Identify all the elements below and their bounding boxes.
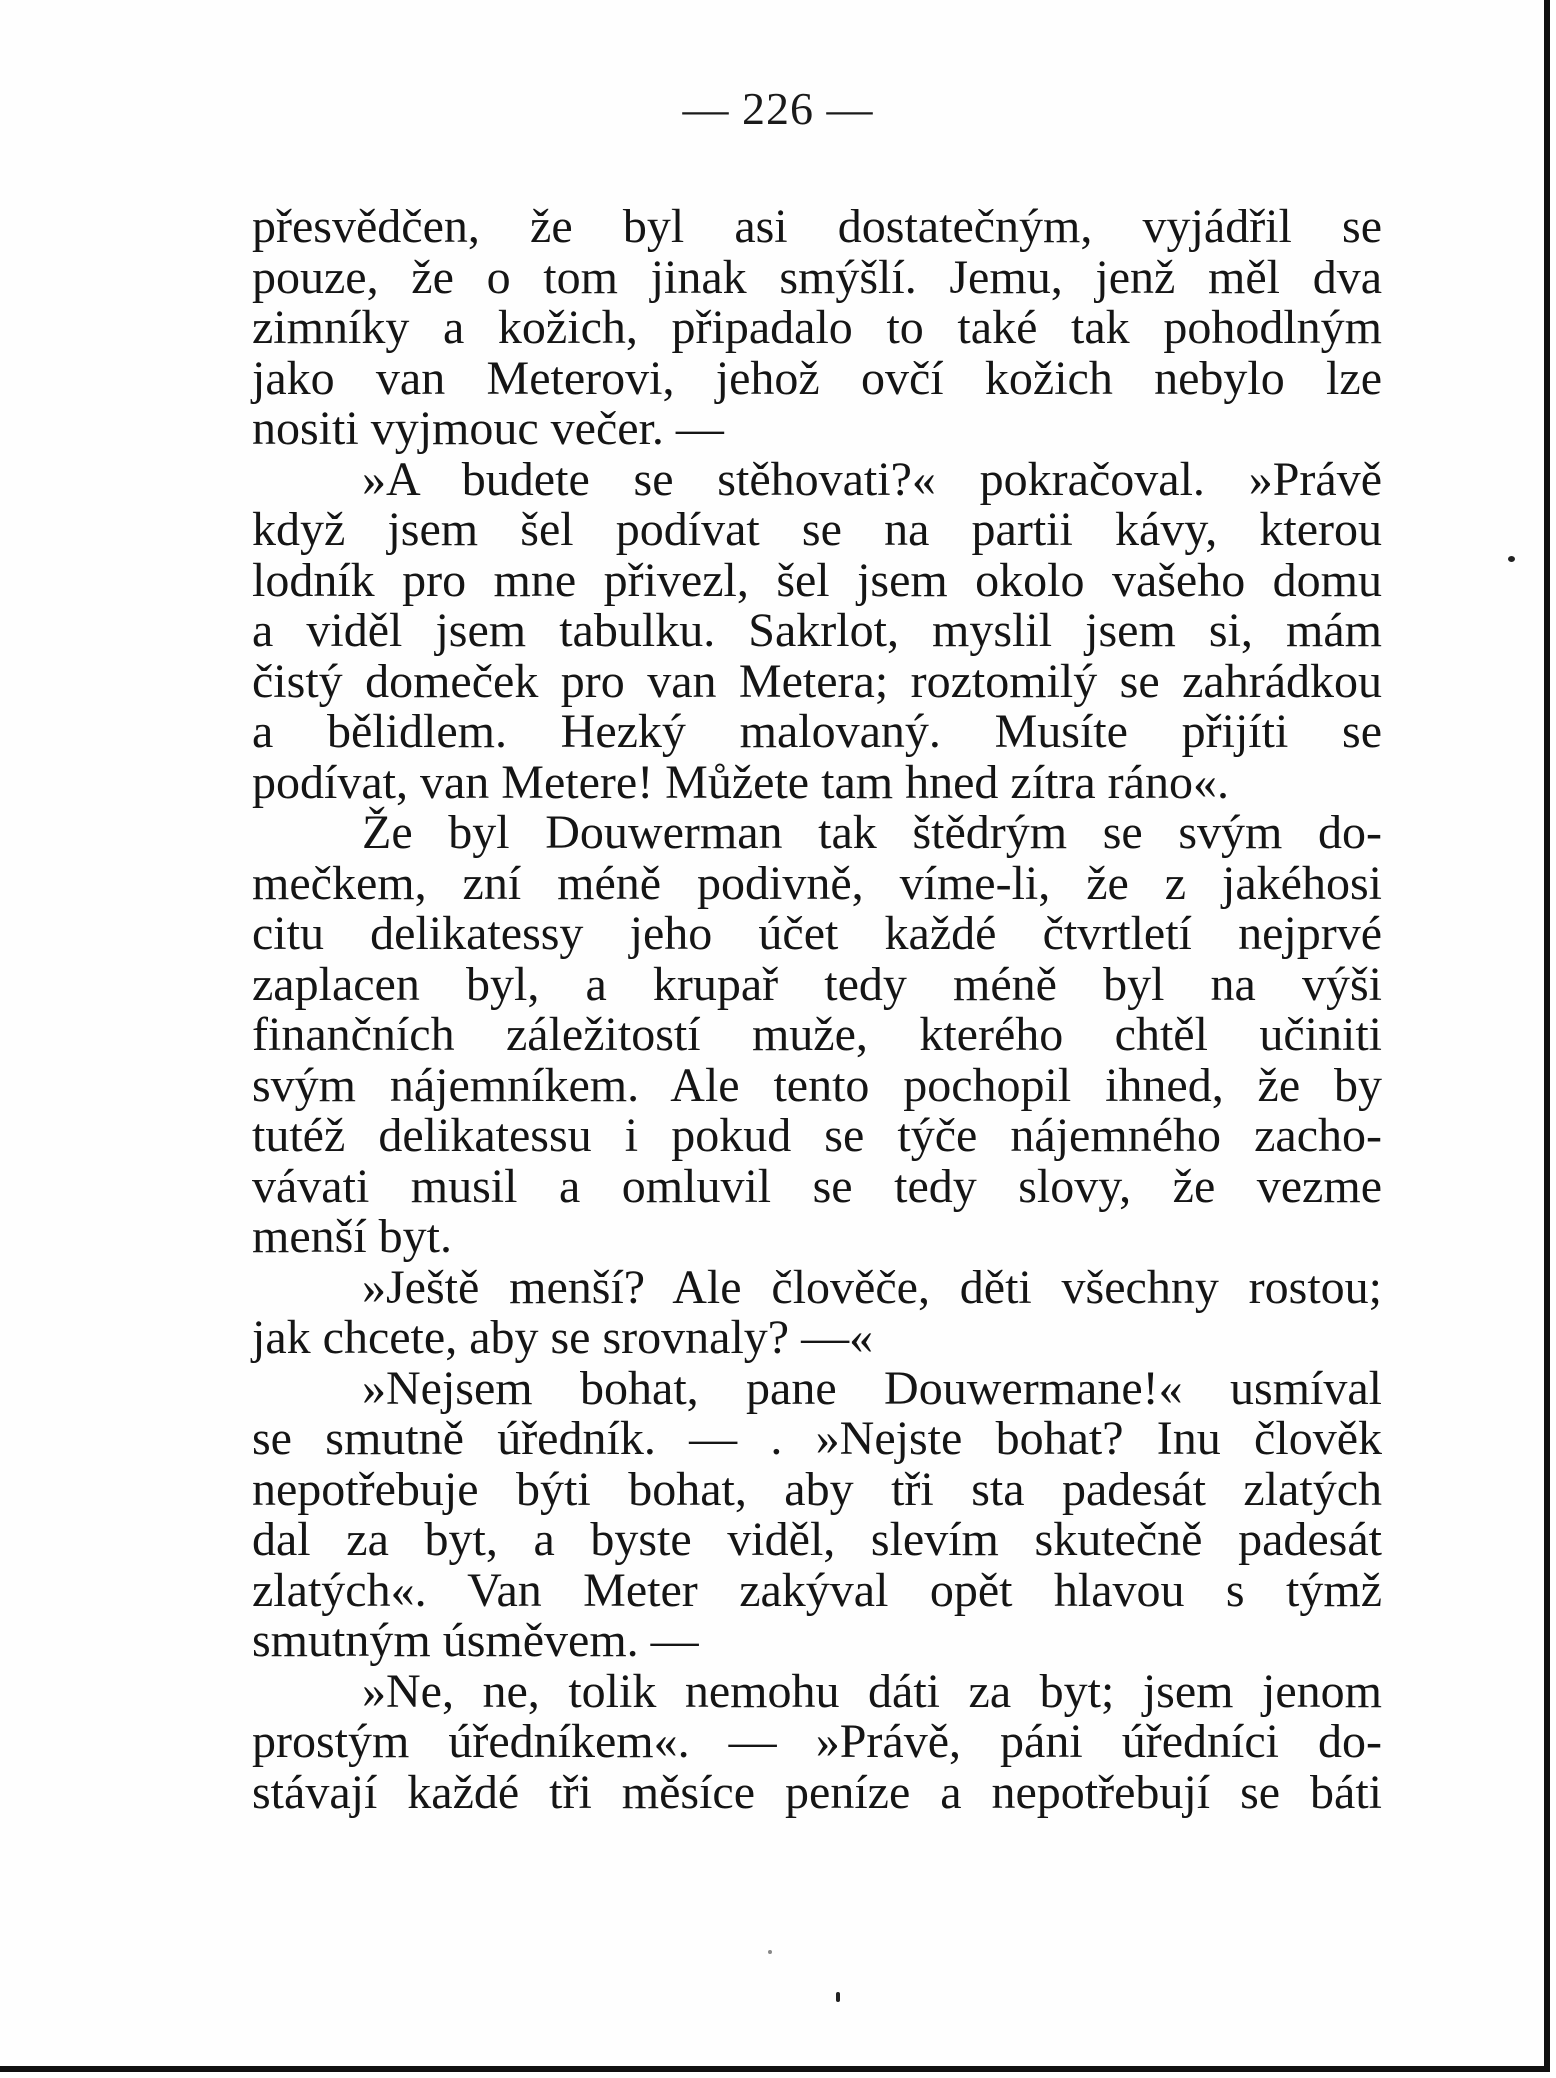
text-line: »Ne, ne, tolik nemohu dáti za byt; jsem jenom <box>362 1664 1382 1718</box>
text-line: »A budete se stěhovati?« pokračoval. »Právě <box>362 452 1382 506</box>
text-line: zlatých«. Van Meter zakýval opět hlavou s týmž <box>252 1563 1382 1617</box>
text-line: nositi vyjmouc večer. — <box>252 402 724 455</box>
text-line: podívat, van Metere! Můžete tam hned zítra ráno«. <box>252 755 1229 809</box>
text-line: když jsem šel podívat se na partii kávy, kterou <box>252 503 1382 556</box>
text-line: zaplacen byl, a krupař tedy méně byl na výši <box>252 957 1382 1011</box>
page-number: — 226 — <box>682 83 874 134</box>
text-line: finančních záležitostí muže, kterého chtěl učiniti <box>252 1008 1382 1061</box>
text-line: vávati musil a omluvil se tedy slovy, že vezme <box>252 1159 1382 1213</box>
text-line: mečkem, zní méně podivně, víme-li, že z jakéhosi <box>252 856 1382 910</box>
text-line: svým nájemníkem. Ale tento pochopil ihned, že by <box>252 1058 1382 1112</box>
text-line: dal za byt, a byste viděl, slevím skutečně padesát <box>252 1513 1382 1566</box>
text-line: se smutně úředník. — . »Nejste bohat? Inu člověk <box>252 1412 1382 1465</box>
text-line: »Nejsem bohat, pane Douwermane!« usmíval <box>362 1361 1382 1415</box>
text-line: jak chcete, aby se srovnaly? —« <box>252 1311 874 1364</box>
text-line: stávají každé tři měsíce peníze a nepotřebují se báti <box>252 1765 1382 1819</box>
text-line: citu delikatessy jeho účet každé čtvrtletí nejprvé <box>252 907 1382 960</box>
text-line: Že byl Douwerman tak štědrým se svým do- <box>362 806 1382 859</box>
text-line: smutným úsměvem. — <box>252 1614 699 1667</box>
text-line: prostým úředníkem«. — »Právě, páni úředníci do- <box>252 1715 1382 1768</box>
text-line: přesvědčen, že byl asi dostatečným, vyjádřil se <box>252 200 1382 253</box>
body-text <box>252 202 1382 1818</box>
margin-speck <box>836 1992 840 2002</box>
text-line: lodník pro mne přivezl, šel jsem okolo vašeho domu <box>252 553 1382 607</box>
text-line: a bělidlem. Hezký malovaný. Musíte přijíti se <box>252 705 1382 758</box>
margin-speck <box>768 1950 772 1954</box>
margin-speck <box>1508 556 1515 562</box>
text-line: zimníky a kožich, připadalo to také tak pohodlným <box>252 301 1382 354</box>
text-line: menší byt. <box>252 1210 452 1263</box>
text-line: a viděl jsem tabulku. Sakrlot, myslil jsem si, mám <box>252 604 1382 657</box>
text-line: nepotřebuje býti bohat, aby tři sta padesát zlatých <box>252 1462 1382 1516</box>
text-line: jako van Meterovi, jehož ovčí kožich nebylo lze <box>252 351 1382 405</box>
text-line: »Ještě menší? Ale člověče, děti všechny rostou; <box>362 1260 1382 1314</box>
text-line: pouze, že o tom jinak smýšlí. Jemu, jenž měl dva <box>252 250 1382 304</box>
text-line: čistý domeček pro van Metera; roztomilý se zahrádkou <box>252 654 1382 708</box>
text-line: tutéž delikatessu i pokud se týče nájemného zacho- <box>252 1109 1382 1162</box>
